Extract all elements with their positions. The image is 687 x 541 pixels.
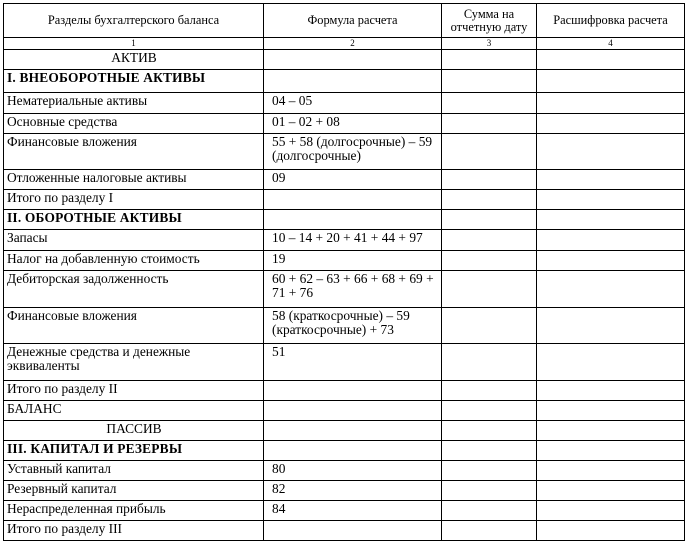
item-name: Дебиторская задолженность (4, 271, 264, 308)
breakdown-cell (537, 50, 685, 70)
table-row (4, 93, 685, 114)
breakdown-cell (537, 344, 685, 381)
section-title: I. ВНЕОБОРОТНЫЕ АКТИВЫ (4, 70, 264, 93)
breakdown-cell (537, 70, 685, 93)
empty-cell (264, 70, 442, 93)
item-name: Нераспределенная прибыль (4, 501, 264, 521)
balance-total-label: БАЛАНС (4, 401, 264, 421)
item-name: Итого по разделу III (4, 521, 264, 541)
table-row (4, 271, 685, 308)
item-name: Уставный капитал (4, 461, 264, 481)
breakdown-cell (537, 134, 685, 170)
amount-cell (442, 461, 537, 481)
amount-cell (442, 441, 537, 461)
table-row (4, 190, 685, 210)
breakdown-cell (537, 481, 685, 501)
breakdown-cell (537, 271, 685, 308)
liabilities-label-row (4, 421, 685, 441)
item-formula: 51 (264, 344, 442, 381)
assets-label: АКТИВ (4, 50, 264, 70)
table-row (4, 344, 685, 381)
section-row (4, 70, 685, 93)
table-row (4, 230, 685, 251)
section-title: III. КАПИТАЛ И РЕЗЕРВЫ (4, 441, 264, 461)
amount-cell (442, 481, 537, 501)
item-formula: 55 + 58 (долгосрочные) – 59 (долгосрочные) (264, 134, 442, 170)
header-sections: Разделы бухгалтерского баланса (4, 4, 264, 38)
table-row (4, 170, 685, 190)
empty-cell (264, 50, 442, 70)
item-name: Налог на добавленную стоимость (4, 251, 264, 271)
item-name: Итого по разделу II (4, 381, 264, 401)
amount-cell (442, 114, 537, 134)
amount-cell (442, 381, 537, 401)
item-name: Отложенные налоговые активы (4, 170, 264, 190)
liabilities-label: ПАССИВ (4, 421, 264, 441)
column-number: 2 (264, 38, 442, 50)
section-row (4, 210, 685, 230)
breakdown-cell (537, 114, 685, 134)
item-formula: 01 – 02 + 08 (264, 114, 442, 134)
empty-cell (264, 210, 442, 230)
amount-cell (442, 308, 537, 344)
breakdown-cell (537, 93, 685, 114)
item-formula: 82 (264, 481, 442, 501)
amount-cell (442, 421, 537, 441)
empty-cell (264, 421, 442, 441)
item-formula: 80 (264, 461, 442, 481)
item-name: Запасы (4, 230, 264, 251)
item-formula: 58 (краткосрочные) – 59 (краткосрочные) + 73 (264, 308, 442, 344)
amount-cell (442, 271, 537, 308)
table-row (4, 401, 685, 421)
item-formula: 60 + 62 – 63 + 66 + 68 + 69 + 71 + 76 (264, 271, 442, 308)
section-row (4, 441, 685, 461)
breakdown-cell (537, 170, 685, 190)
item-formula (264, 521, 442, 541)
empty-cell (264, 441, 442, 461)
amount-cell (442, 230, 537, 251)
column-number: 1 (4, 38, 264, 50)
breakdown-cell (537, 230, 685, 251)
amount-cell (442, 93, 537, 114)
breakdown-cell (537, 521, 685, 541)
item-formula (264, 381, 442, 401)
amount-cell (442, 501, 537, 521)
table-row (4, 501, 685, 521)
breakdown-cell (537, 381, 685, 401)
breakdown-cell (537, 461, 685, 481)
table-row (4, 114, 685, 134)
table-row (4, 134, 685, 170)
item-formula: 10 – 14 + 20 + 41 + 44 + 97 (264, 230, 442, 251)
table-row (4, 481, 685, 501)
amount-cell (442, 170, 537, 190)
item-formula (264, 190, 442, 210)
breakdown-cell (537, 401, 685, 421)
item-name: Финансовые вложения (4, 308, 264, 344)
assets-label-row (4, 50, 685, 70)
table-row (4, 521, 685, 541)
item-formula: 84 (264, 501, 442, 521)
amount-cell (442, 251, 537, 271)
breakdown-cell (537, 251, 685, 271)
amount-cell (442, 50, 537, 70)
header-amount: Сумма на отчетную дату (442, 4, 537, 38)
breakdown-cell (537, 501, 685, 521)
amount-cell (442, 210, 537, 230)
breakdown-cell (537, 441, 685, 461)
table-row (4, 308, 685, 344)
item-formula: 04 – 05 (264, 93, 442, 114)
item-name: Резервный капитал (4, 481, 264, 501)
amount-cell (442, 344, 537, 381)
table-row (4, 461, 685, 481)
table-row (4, 251, 685, 271)
section-title: II. ОБОРОТНЫЕ АКТИВЫ (4, 210, 264, 230)
header-row (4, 4, 685, 38)
item-formula: 19 (264, 251, 442, 271)
amount-cell (442, 401, 537, 421)
amount-cell (442, 190, 537, 210)
breakdown-cell (537, 210, 685, 230)
item-name: Итого по разделу I (4, 190, 264, 210)
column-number-row (4, 38, 685, 50)
item-name: Основные средства (4, 114, 264, 134)
item-formula (264, 401, 442, 421)
balance-formula-table (3, 3, 685, 541)
table-row (4, 381, 685, 401)
breakdown-cell (537, 308, 685, 344)
item-name: Денежные средства и денежные эквиваленты (4, 344, 264, 381)
breakdown-cell (537, 421, 685, 441)
item-formula: 09 (264, 170, 442, 190)
amount-cell (442, 521, 537, 541)
breakdown-cell (537, 190, 685, 210)
amount-cell (442, 134, 537, 170)
amount-cell (442, 70, 537, 93)
column-number: 4 (537, 38, 685, 50)
item-name: Нематериальные активы (4, 93, 264, 114)
header-formula: Формула расчета (264, 4, 442, 38)
column-number: 3 (442, 38, 537, 50)
header-breakdown: Расшифровка расчета (537, 4, 685, 38)
item-name: Финансовые вложения (4, 134, 264, 170)
